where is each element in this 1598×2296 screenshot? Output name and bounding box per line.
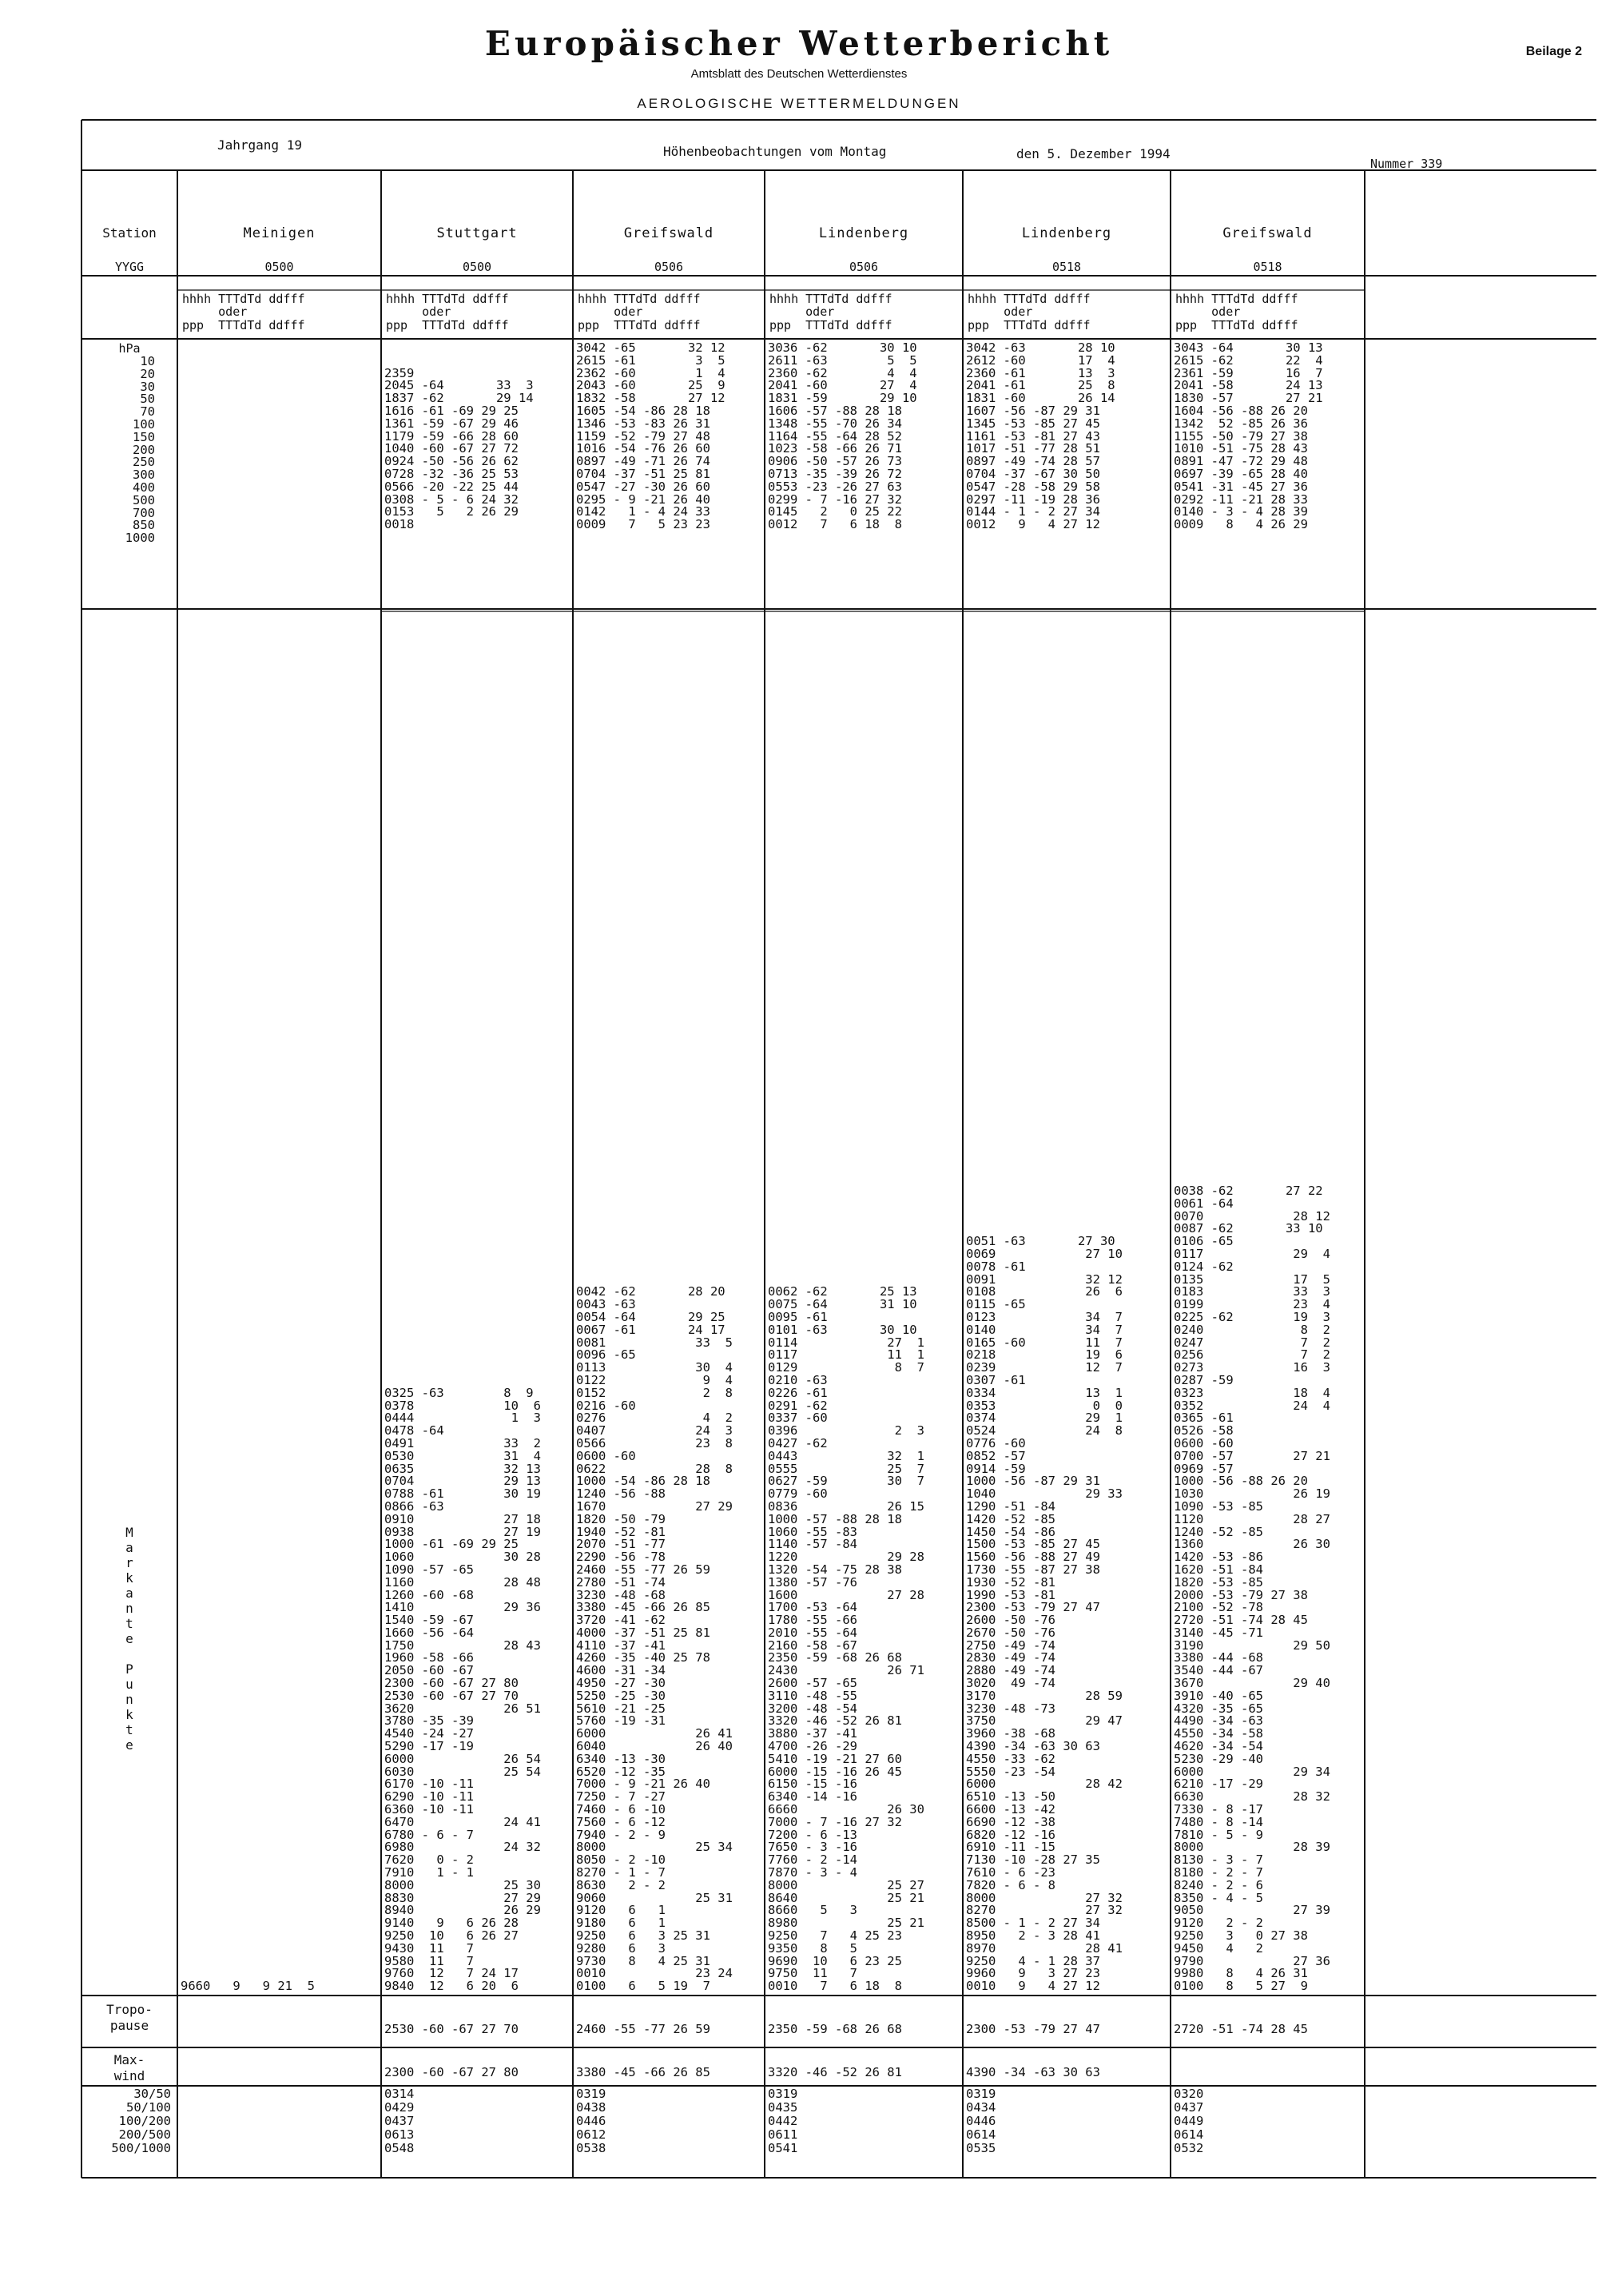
column-header-1: hhhh TTTdTd ddfff <box>386 292 509 306</box>
tropopause-data: 2300 -53 -79 27 47 <box>966 2022 1100 2036</box>
column-header-3: ppp TTTdTd ddfff <box>769 318 892 332</box>
shear-data: 0319 0434 0446 0614 0535 <box>966 2087 996 2155</box>
tropopause-data: 2530 -60 -67 27 70 <box>384 2022 519 2036</box>
standard-levels-data: 3043 -64 30 13 2615 -62 22 4 2361 -59 16 7 2041 -58 24 13 1830 -57 27 21 1604 -56 -88 26 20 1342 52 -85 26 36 1155 -50 -79 27 38 1010 -51 -75 28 43 0891 -47 -72 29 48 0697 -39 -65 28 40 0541 -31 -45 27 36 0292 -11 -21 28 33 0140 - 3 - 4 28 39 0009 8 4 26 29 <box>1174 340 1323 532</box>
column-header-3: ppp TTTdTd ddfff <box>182 318 305 332</box>
column-header-3: ppp TTTdTd ddfff <box>578 318 701 332</box>
shear-data: 0319 0438 0446 0612 0538 <box>576 2087 606 2155</box>
jahrgang-label: Jahrgang 19 <box>217 137 302 153</box>
maxwind-data: 3320 -46 -52 26 81 <box>768 2065 902 2079</box>
report-subtitle: Amtsblatt des Deutschen Wetterdienstes <box>690 67 908 81</box>
observation-label: Höhenbeobachtungen vom Montag <box>663 144 887 159</box>
station-label: Station <box>102 225 157 241</box>
column-header-1: hhhh TTTdTd ddfff <box>968 292 1091 306</box>
significant-levels-data: 0062 -62 25 13 0075 -64 31 10 0095 -61 0101 -63 30 10 0114 27 1 0117 11 1 0129 8 7 0210 -63 0226 -61 0291 -62 0337 -60 0396 2 3 0427 -62 0443 32 1 0555 25 7 0627 -59 30 7 0779 -60 0836 26 15 1000 -57 -88 28 18 1060 -55 -83 1140 -57 -84 1220 29 28 1320 -54 -75 28 38 1380 -57 -76 1600 27 28 1700 -53 -64 1780 -55 -66 2010 -55 -64 2160 -58 -67 2350 -59 -68 26 68 2430 26 71 2600 -57 -65 3110 -48 -55 3200 -48 -54 3320 -46 -52 26 81 3880 -37 -41 4700 -26 -29 5410 -19 -21 27 60 6000 -15 -16 26 45 6150 -15 -16 6340 -14 -16 6660 26 30 7000 - 7 -16 27 32 7200 - 6 -13 7650 - 3 -16 7760 - 2 -14 7870 - 3 - 4 8000 25 27 8640 25 21 8660 5 3 8980 25 21 9250 7 4 25 23 9350 8 5 9690 10 6 23 25 9750 11 7 0010 7 6 18 8 <box>768 1284 924 1994</box>
significant-levels-data: 0038 -62 27 22 0061 -64 0070 28 12 0087 -62 33 10 0106 -65 0117 29 4 0124 -62 0135 17 5 0183 33 3 0199 23 4 0225 -62 19 3 0240 8 2 0247 7 2 0256 7 2 0273 16 3 0287 -59 0323 18 4 0352 24 4 0365 -61 0526 -58 0600 -60 0700 -57 27 21 0969 -57 1000 -56 -88 26 20 1030 26 19 1090 -53 -85 1120 28 27 1240 -52 -85 1360 26 30 1420 -53 -86 1620 -51 -84 1820 -53 -85 2000 -53 -79 27 38 2100 -52 -78 2720 -51 -74 28 45 3140 -45 -71 3190 29 50 3380 -44 -68 3540 -44 -67 3670 29 40 3910 -40 -65 4320 -35 -65 4490 -34 -63 4550 -34 -58 4620 -34 -54 5230 -29 -40 6000 29 34 6210 -17 -29 6630 28 32 7330 - 8 -17 7480 - 8 -14 7810 - 5 - 9 8000 28 39 8130 - 3 - 7 8180 - 2 - 7 8240 - 2 - 6 8350 - 4 - 5 9050 27 39 9120 2 - 2 9250 3 0 27 38 9450 4 2 9790 27 36 9980 8 4 26 31 0100 8 5 27 9 <box>1174 1184 1330 1994</box>
report-title: Europäischer Wetterbericht <box>484 24 1114 63</box>
column-header-2: oder <box>769 304 835 319</box>
station-yygg: 0518 <box>1253 260 1282 274</box>
column-header-1: hhhh TTTdTd ddfff <box>769 292 892 306</box>
section-heading: AEROLOGISCHE WETTERMELDUNGEN <box>637 96 961 111</box>
significant-levels-data: 0042 -62 28 20 0043 -63 0054 -64 29 25 0067 -61 24 17 0081 33 5 0096 -65 0113 30 4 0122 9 4 0152 2 8 0216 -60 0276 4 2 0407 24 3 0566 23 8 0600 -60 0622 28 8 1000 -54 -86 28 18 1240 -56 -88 1670 27 29 1820 -50 -79 1940 -52 -81 2070 -51 -77 2290 -56 -78 2460 -55 -77 26 59 2780 -51 -74 3230 -48 -68 3380 -45 -66 26 85 3720 -41 -62 4000 -37 -51 25 81 4110 -37 -41 4260 -35 -40 25 78 4600 -31 -34 4950 -27 -30 5250 -25 -30 5610 -21 -25 5760 -19 -31 6000 26 41 6040 26 40 6340 -13 -30 6520 -12 -35 7000 - 9 -21 26 40 7250 - 7 -27 7460 - 6 -10 7560 - 6 -12 7940 - 2 - 9 8000 25 34 8050 - 2 -10 8270 - 1 - 7 8630 2 - 2 9060 25 31 9120 6 1 9180 6 1 9250 6 3 25 31 9280 6 3 9730 8 4 25 31 0010 23 24 0100 6 5 19 7 <box>576 1284 733 1994</box>
tropopause-data: 2350 -59 -68 26 68 <box>768 2022 902 2036</box>
significant-levels-data: 0325 -63 8 9 0378 10 6 0444 1 3 0478 -64 0491 33 2 0530 31 4 0635 32 13 0704 29 13 0788 -61 30 19 0866 -63 0910 27 18 0938 27 19 1000 -61 -69 29 25 1060 30 28 1090 -57 -65 1160 28 48 1260 -60 -68 1410 29 36 1540 -59 -67 1660 -56 -64 1750 28 43 1960 -58 -66 2050 -60 -67 2300 -60 -67 27 80 2530 -60 -67 27 70 3620 26 51 3780 -35 -39 4540 -24 -27 5290 -17 -19 6000 26 54 6030 25 54 6170 -10 -11 6290 -10 -11 6360 -10 -11 6470 24 41 6780 - 6 - 7 6980 24 32 7620 0 - 2 7910 1 - 1 8000 25 30 8830 27 29 8940 26 29 9140 9 6 26 28 9250 10 6 26 27 9430 11 7 9580 11 7 9760 12 7 24 17 9840 12 6 20 6 <box>384 1385 541 1994</box>
station-name: Lindenberg <box>1021 225 1112 241</box>
column-header-2: oder <box>578 304 643 319</box>
column-header-2: oder <box>1175 304 1241 319</box>
hpa-label: hPa <box>118 341 141 356</box>
maxwind-data: 3380 -45 -66 26 85 <box>576 2065 710 2079</box>
column-header-3: ppp TTTdTd ddfff <box>968 318 1091 332</box>
markante-punkte-label: M a r k a n t e P u n k t e <box>125 1525 133 1753</box>
shear-data: 0320 0437 0449 0614 0532 <box>1174 2087 1204 2155</box>
standard-levels-data: 3042 -63 28 10 2612 -60 17 4 2360 -61 13 3 2041 -61 25 8 1831 -60 26 14 1607 -56 -87 29 31 1345 -53 -85 27 45 1161 -53 -81 27 43 1017 -51 -77 28 51 0897 -49 -74 28 57 0704 -37 -67 30 50 0547 -28 -58 29 58 0297 -11 -19 28 36 0144 - 1 - 2 27 34 0012 9 4 27 12 <box>966 340 1115 532</box>
column-header-3: ppp TTTdTd ddfff <box>386 318 509 332</box>
tropopause-data: 2460 -55 -77 26 59 <box>576 2022 710 2036</box>
column-header-3: ppp TTTdTd ddfff <box>1175 318 1298 332</box>
station-yygg: 0500 <box>264 260 294 274</box>
tropopause-label: Tropo- pause <box>106 2002 153 2033</box>
shear-data: 0314 0429 0437 0613 0548 <box>384 2087 415 2155</box>
report-date: den 5. Dezember 1994 <box>1016 146 1171 161</box>
station-yygg: 0506 <box>849 260 879 274</box>
shear-levels: 30/50 50/100 100/200 200/500 500/1000 <box>111 2087 171 2155</box>
station-name: Meinigen <box>243 225 316 241</box>
standard-levels-data: 3042 -65 32 12 2615 -61 3 5 2362 -60 1 4 2043 -60 25 9 1832 -58 27 12 1605 -54 -86 28 18 1346 -53 -83 26 31 1159 -52 -79 27 48 1016 -54 -76 26 60 0897 -49 -71 26 74 0704 -37 -51 25 81 0547 -27 -30 26 60 0295 - 9 -21 26 40 0142 1 - 4 24 33 0009 7 5 23 23 <box>576 340 725 532</box>
column-header-1: hhhh TTTdTd ddfff <box>578 292 701 306</box>
station-yygg: 0518 <box>1051 260 1082 274</box>
column-header-1: hhhh TTTdTd ddfff <box>1175 292 1298 306</box>
maxwind-data: 4390 -34 -63 30 63 <box>966 2065 1100 2079</box>
column-header-2: oder <box>968 304 1033 319</box>
significant-levels-data: 0051 -63 27 30 0069 27 10 0078 -61 0091 32 12 0108 26 6 0115 -65 0123 34 7 0140 34 7 0165 -60 11 7 0218 19 6 0239 12 7 0307 -61 0334 13 1 0353 0 0 0374 29 1 0524 24 8 0776 -60 0852 -57 0914 -59 1000 -56 -87 29 31 1040 29 33 1290 -51 -84 1420 -52 -85 1450 -54 -86 1500 -53 -85 27 45 1560 -56 -88 27 49 1730 -55 -87 27 38 1930 -52 -81 1990 -53 -81 2300 -53 -79 27 47 2600 -50 -76 2670 -50 -76 2750 -49 -74 2830 -49 -74 2880 -49 -74 3020 49 -74 3170 28 59 3230 -48 -73 3750 29 47 3960 -38 -68 4390 -34 -63 30 63 4550 -33 -62 5550 -23 -54 6000 28 42 6510 -13 -50 6600 -13 -42 6690 -12 -38 6820 -12 -16 6910 -11 -15 7130 -10 -28 27 35 7610 - 6 -23 7820 - 6 - 8 8000 27 32 8270 27 32 8500 - 1 - 2 27 34 8950 2 - 3 28 41 8970 28 41 9250 4 - 1 28 37 9960 9 3 27 23 0010 9 4 27 12 <box>966 1234 1123 1994</box>
station-yygg: 0500 <box>462 260 492 274</box>
maxwind-data: 2300 -60 -67 27 80 <box>384 2065 519 2079</box>
station-name: Greifswald <box>1222 225 1313 241</box>
significant-levels-data: 9660 9 9 21 5 <box>181 1979 315 1994</box>
station-name: Greifswald <box>623 225 714 241</box>
standard-levels-data: 2359 2045 -64 33 3 1837 -62 29 14 1616 -61 -69 29 25 1361 -59 -67 29 46 1179 -59 -66 28 60 1040 -60 -67 27 72 0924 -50 -56 26 62 0728 -32 -36 25 53 0566 -20 -22 25 44 0308 - 5 - 6 24 32 0153 5 2 26 29 0018 <box>384 365 534 532</box>
station-yygg: 0506 <box>654 260 684 274</box>
column-header-2: oder <box>182 304 248 319</box>
beilage-label: Beilage 2 <box>1525 45 1582 58</box>
pressure-levels: 10 20 30 50 70 100 150 200 250 300 400 500 700 850 1000 <box>125 354 155 546</box>
maxwind-label: Max- wind <box>113 2052 145 2083</box>
column-header-2: oder <box>386 304 451 319</box>
tropopause-data: 2720 -51 -74 28 45 <box>1174 2022 1308 2036</box>
column-header-1: hhhh TTTdTd ddfff <box>182 292 305 306</box>
standard-levels-data: 3036 -62 30 10 2611 -63 5 5 2360 -62 4 4 2041 -60 27 4 1831 -59 29 10 1606 -57 -88 28 18 1348 -55 -70 26 34 1164 -55 -64 28 52 1023 -58 -66 26 71 0906 -50 -57 26 73 0713 -35 -39 26 72 0553 -23 -26 27 63 0299 - 7 -16 27 32 0145 2 0 25 22 0012 7 6 18 8 <box>768 340 917 532</box>
issue-number: Nummer 339 <box>1370 157 1443 171</box>
station-name: Stuttgart <box>436 225 518 241</box>
station-name: Lindenberg <box>818 225 909 241</box>
shear-data: 0319 0435 0442 0611 0541 <box>768 2087 798 2155</box>
yygg-label: YYGG <box>114 260 145 274</box>
